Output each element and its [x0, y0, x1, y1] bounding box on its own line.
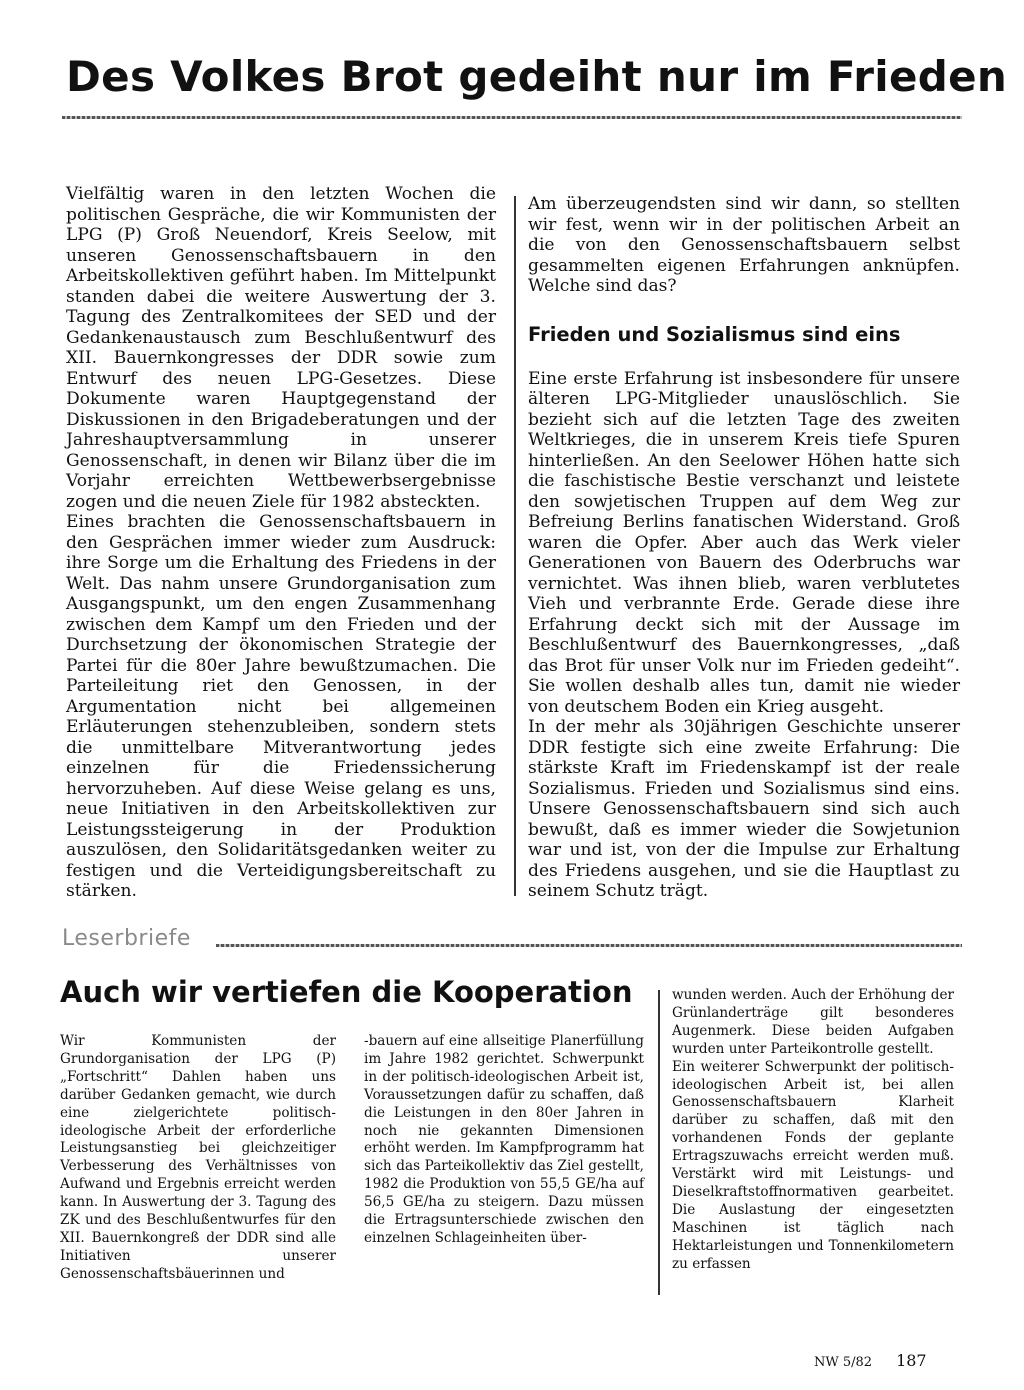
- letter-column-1: [60, 1033, 336, 1284]
- article-subheading: Frieden und Sozialismus sind eins: [528, 322, 901, 346]
- letter-paragraph: Ein weiterer Schwerpunkt der politisch-ideologischen Arbeit ist, bei allen Genossenschaftsbauern Klarheit darüber zu schaffen, daß mit den vorhandenen Fonds der geplante Ertragszuwachs erreicht werden muß. Verstärkt wird mit Leistungs- und Dieselkraftstoffnormativen gearbeitet. Die Auslastung der eingesetzten Maschinen ist täglich nach Hektarleistungen und Tonnenkilometern zu erfassen: [672, 1058, 954, 1272]
- section-label: Leserbriefe: [62, 926, 191, 951]
- article-paragraph: In der mehr als 30jährigen Geschichte unserer DDR festigte sich eine zweite Erfahrung: Die stärkste Kraft im Friedenskampf ist der reale Sozialismus. Frieden und Sozialismus sind eins. Unsere Genossenschaftsbauern sind sich auch bewußt, daß es immer wieder die Sowjetunion war und ist, von der die Impulse zur Erhaltung des Friedens ausgehen, und sie die Hauptlast zu seinem Schutz trägt.: [528, 717, 960, 901]
- article-column-1: [66, 184, 496, 902]
- section-rule: [216, 944, 962, 947]
- article-paragraph: Eine erste Erfahrung ist insbesondere für unsere älteren LPG-Mitglieder unauslöschlich. Sie bezieht sich auf die letzten Tage des zweiten Weltkrieges, die in unserem Kreis tiefe Spuren hinterließen. An den Seelower Höhen hatte sich die faschistische Bestie verschanzt und leistete den sowjetischen Truppen auf dem Weg zur Befreiung Berlins fanatischen Widerstand. Groß waren die Opfer. Aber auch das Werk vieler Generationen von Bauern des Oderbruchs war vernichtet. Was ihnen blieb, waren verblutetes Vieh und verbrannte Erde. Gerade diese ihre Erfahrung deckt sich mit der Aussage im Beschlußentwurf des Bauernkongresses, „daß das Brot für unser Volk nur im Frieden gedeiht“. Sie wollen deshalb alles tun, damit nie wieder von deutschem Boden ein Krieg ausgeht.: [528, 368, 960, 717]
- letter-headline: Auch wir vertiefen die Kooperation: [60, 975, 633, 1009]
- column-divider: [658, 990, 660, 1295]
- article-paragraph: Am überzeugendsten sind wir dann, so stellten wir fest, wenn wir in der politischen Arbeit an die von den Genossenschaftsbauern selbst gesammelten eigenen Erfahrungen anknüpfen. Welche sind das?: [528, 194, 960, 296]
- article-headline: Des Volkes Brot gedeiht nur im Frieden: [66, 52, 1008, 101]
- letter-paragraph: -bauern auf eine allseitige Planerfüllung im Jahre 1982 gerichtet. Schwerpunkt in der politisch-ideologischen Arbeit ist, Voraussetzungen dafür zu schaffen, daß die Leistungen in den 80er Jahren in noch nie gekannten Dimensionen erhöht werden. Im Kampfprogramm hat sich das Parteikollektiv das Ziel gestellt, 1982 die Produktion von 55,5 GE/ha auf 56,5 GE/ha zu steigern. Dazu müssen die Ertragsunterschiede zwischen den einzelnen Schlageinheiten über-: [364, 1033, 644, 1246]
- page-number: 187: [896, 1351, 927, 1370]
- letter-paragraph: Wir Kommunisten der Grundorganisation der LPG (P) „Fortschritt“ Dahlen haben uns darüber Gedanken gemacht, wie durch eine zielgerichtete politisch-ideologische Arbeit der erforderliche Leistungsanstieg bei gleichzeitiger Verbesserung des Verhältnisses von Aufwand und Ergebnis erreicht werden kann. In Auswertung der 3. Tagung des ZK und des Beschlußentwurfes für den XII. Bauernkongreß der DDR sind alle Initiativen unserer Genossenschaftsbäuerinnen und: [60, 1033, 336, 1282]
- letter-paragraph: wunden werden. Auch der Erhöhung der Grünlanderträge gilt besonderes Augenmerk. Diese beiden Aufgaben wurden unter Parteikontrolle gestellt.: [672, 987, 955, 1057]
- letter-column-2: [364, 1033, 644, 1248]
- column-divider: [514, 196, 516, 896]
- article-paragraph: Vielfältig waren in den letzten Wochen die politischen Gespräche, die wir Kommunisten der LPG (P) Groß Neuendorf, Kreis Seelow, mit unseren Genossenschaftsbauern in den Arbeitskollektiven geführt haben. Im Mittelpunkt standen dabei die weitere Auswertung der 3. Tagung des Zentralkomitees der SED und der Gedankenaustausch zum Beschlußentwurf des XII. Bauernkongresses der DDR sowie zum Entwurf des neuen LPG-Gesetzes. Diese Dokumente waren Hauptgegenstand der Diskussionen in den Brigadeberatungen und der Jahreshauptversammlung in unserer Genossenschaft, in denen wir Bilanz über die im Vorjahr erreichten Wettbewerbsergebnisse zogen und die neuen Ziele für 1982 absteckten.: [66, 184, 496, 512]
- page-footer: [814, 1352, 927, 1372]
- letter-column-3: [672, 987, 954, 1274]
- article-paragraph: Eines brachten die Genossenschaftsbauern in den Gesprächen immer wieder zum Ausdruck: ihre Sorge um die Erhaltung des Friedens in der Welt. Das nahm unsere Grundorganisation zum Ausgangspunkt, um den engen Zusammenhang zwischen dem Kampf um den Frieden und der Durchsetzung der ökonomischen Strategie der Partei für die 80er Jahre bewußtzumachen. Die Parteileitung riet den Genossen, in der Argumentation nicht bei allgemeinen Erläuterungen stehenzubleiben, sondern stets die unmittelbare Mitverantwortung jedes einzelnen für die Friedenssicherung hervorzuheben. Auf diese Weise gelang es uns, neue Initiativen in den Arbeitskollektiven zur Leistungssteigerung in der Produktion auszulösen, den Solidaritätsgedanken weiter zu festigen und die Verteidigungsbereitschaft zu stärken.: [66, 512, 496, 901]
- issue-label: NW 5/82: [814, 1355, 873, 1370]
- headline-rule: [62, 116, 962, 119]
- article-column-2: [528, 194, 960, 902]
